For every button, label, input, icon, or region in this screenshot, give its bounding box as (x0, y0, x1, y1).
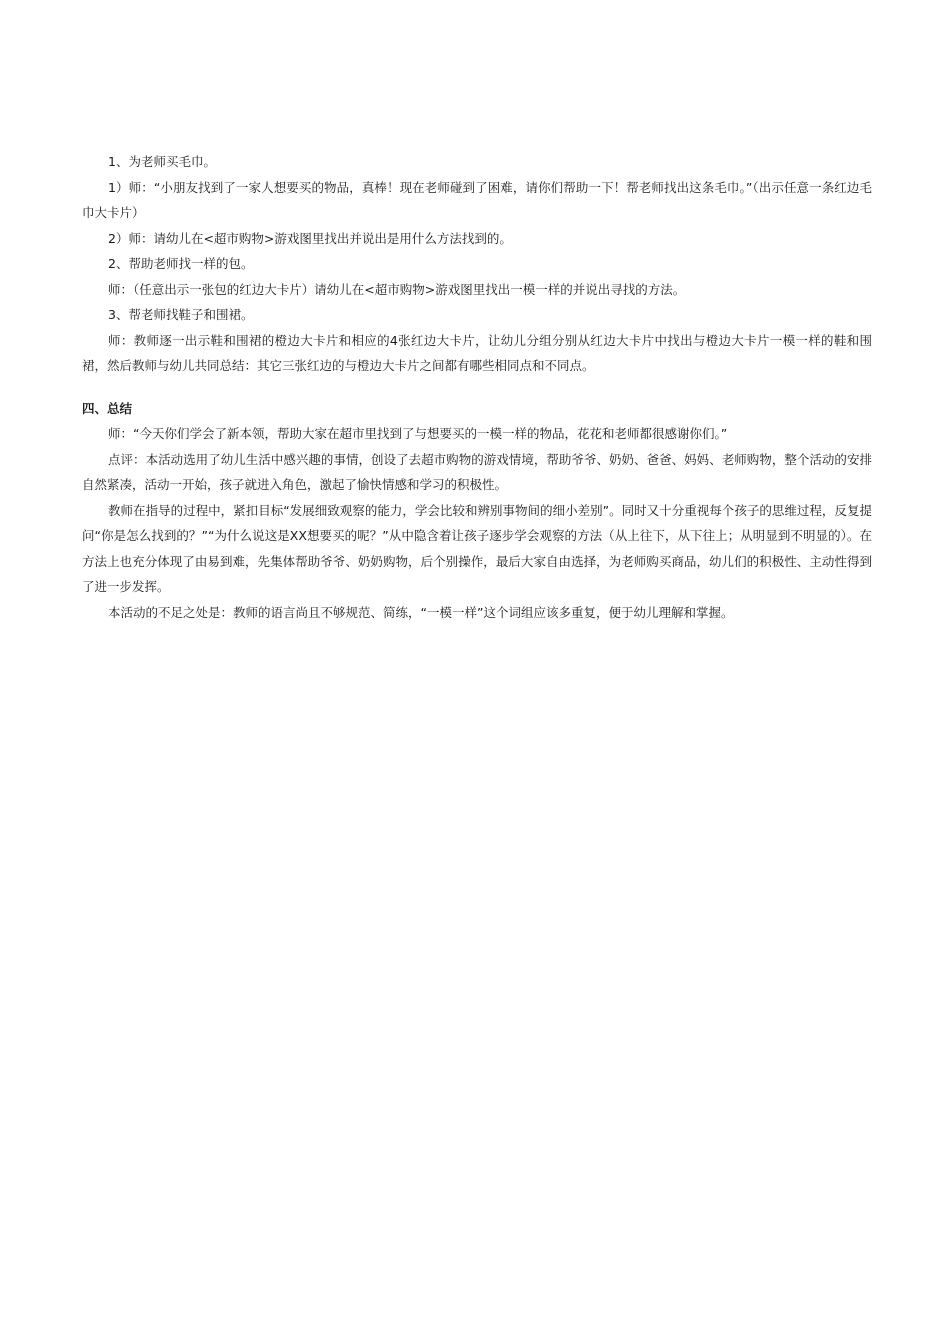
item-bag-instruction: 师：（任意出示一张包的红边大卡片）请幼儿在<超市购物>游戏图里找出一模一样的并说出寻找的方法。 (108, 281, 686, 297)
summary-shortcoming: 本活动的不足之处是：教师的语言尚且不够规范、简练，“一模一样”这个词组应该多重复，便于幼儿理解和掌握。 (108, 604, 734, 620)
section-heading-summary: 四、总结 (82, 400, 133, 416)
item-find-shoes-apron: 3、帮老师找鞋子和围裙。 (108, 307, 254, 322)
item-find-bag: 2、帮助老师找一样的包。 (108, 256, 254, 271)
document-page (82, 149, 872, 625)
item-shoes-apron-instruction: 师：教师逐一出示鞋和围裙的橙边大卡片和相应的4张红边大卡片，让幼儿分组分别从红边大卡片中找出与橙边大卡片一模一样的鞋和围裙，然后教师与幼儿共同总结：其它三张红边的与橙边大卡片之间都有哪些相同点和不同点。 (82, 332, 872, 373)
summary-comment: 点评：本活动选用了幼儿生活中感兴趣的事情，创设了去超市购物的游戏情境，帮助爷爷、奶奶、爸爸、妈妈、老师购物，整个活动的安排自然紧凑，活动一开始，孩子就进入角色，激起了愉快情感和学习的积极性。 (82, 451, 872, 492)
summary-guidance: 教师在指导的过程中，紧扣目标“发展细致观察的能力，学会比较和辨别事物间的细小差别”。同时又十分重视每个孩子的思维过程，反复提问“你是怎么找到的？”“为什么说这是XX想要买的呢？”从中隐含着让孩子逐步学会观察的方法（从上往下，从下往上；从明显到不明显的）。在方法上也充分体现了由易到难，先集体帮助爷爷、奶奶购物，后个别操作，最后大家自由选择，为老师购买商品，幼儿们的积极性、主动性得到了进一步发挥。 (82, 502, 872, 594)
item-buy-towel: 1、为老师买毛巾。 (108, 154, 216, 169)
item-towel-step-2: 2）师：请幼儿在<超市购物>游戏图里找出并说出是用什么方法找到的。 (108, 230, 512, 246)
section-spacer (82, 379, 872, 396)
item-towel-step-1: 1）师：“小朋友找到了一家人想要买的物品，真棒！现在老师碰到了困难，请你们帮助一下！帮老师找出这条毛巾。”（出示任意一条红边毛巾大卡片） (82, 179, 872, 220)
summary-teacher-quote: 师：“今天你们学会了新本领，帮助大家在超市里找到了与想要买的一模一样的物品，花花和老师都很感谢你们。” (108, 426, 728, 441)
